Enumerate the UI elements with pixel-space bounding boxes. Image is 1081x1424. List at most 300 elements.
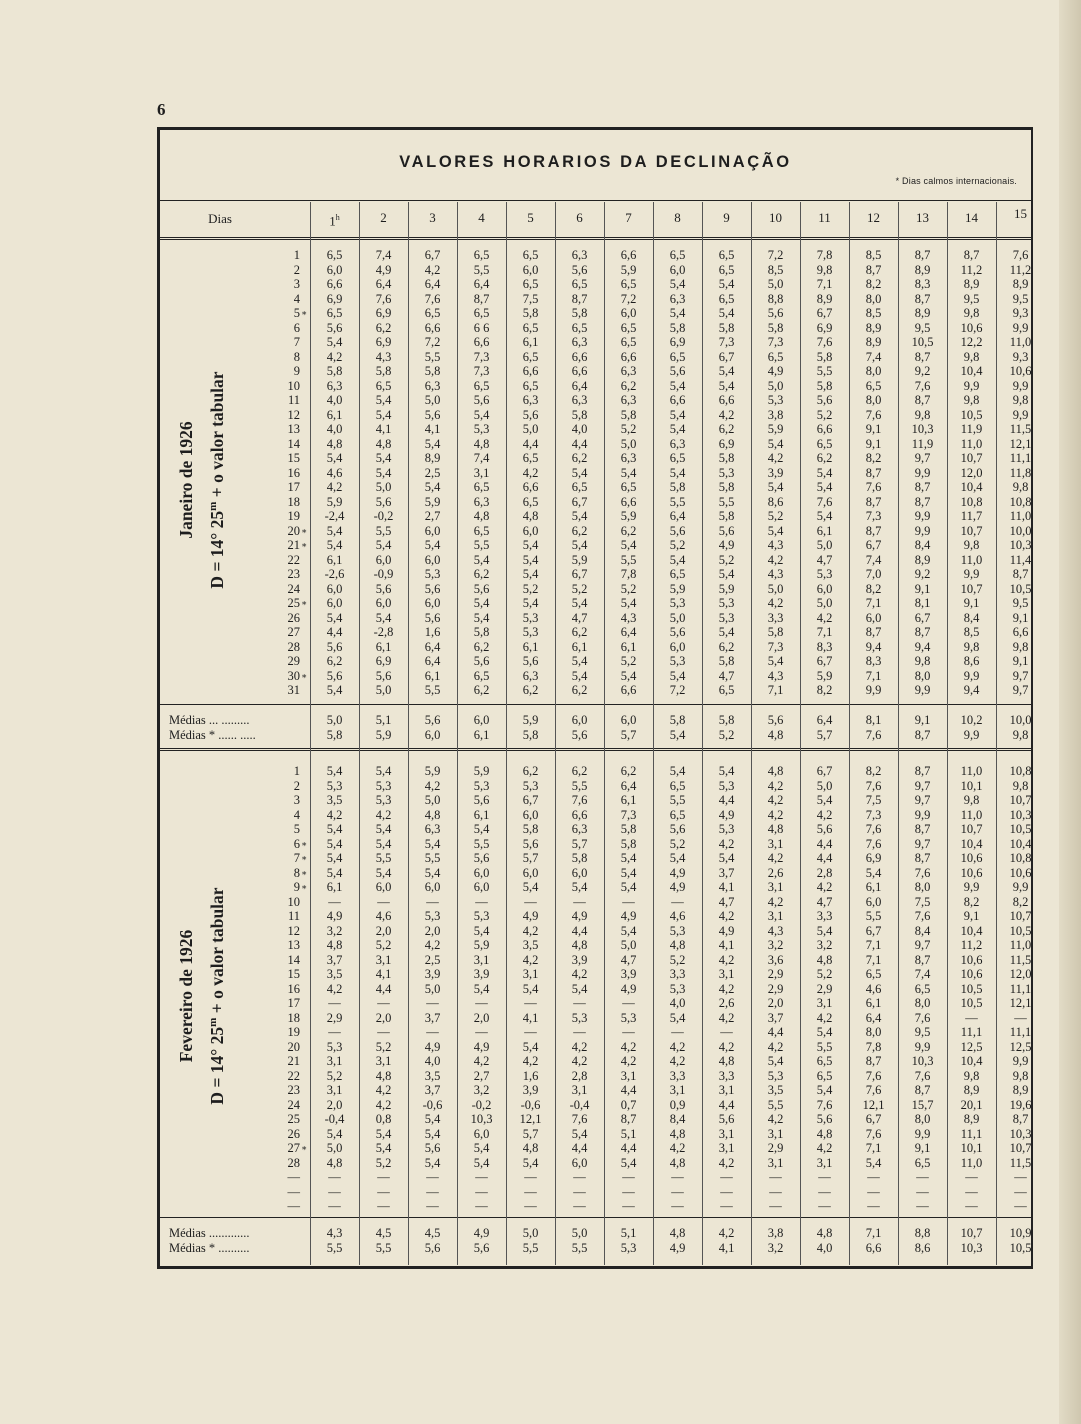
table-cell: 8,4: [963, 610, 980, 625]
table-cell: 7,3: [865, 807, 882, 822]
table-cell: —: [867, 1184, 880, 1199]
table-row: [160, 451, 1031, 466]
means-cell: 5,6: [424, 1241, 441, 1255]
table-cell: 9,9: [1012, 320, 1029, 335]
table-cell: 4,8: [669, 1126, 686, 1141]
table-cell: 3,1: [767, 909, 784, 923]
table-cell: 4,2: [767, 778, 784, 793]
table-cell: 5,6: [375, 668, 392, 683]
table-cell: 2,9: [767, 1141, 784, 1155]
table-cell: 9,7: [914, 778, 931, 793]
table-cell: 9,7: [914, 451, 931, 465]
day-number: 20: [287, 1039, 300, 1054]
table-row: [160, 350, 1031, 365]
day-number: 18: [287, 494, 300, 509]
table-cell: 3,3: [816, 909, 833, 923]
table-cell: 5,4: [816, 480, 833, 494]
table-cell: 4,2: [767, 807, 784, 822]
table-cell: 4,1: [522, 1010, 539, 1025]
table-cell: 6,0: [522, 262, 539, 277]
calm-day-marker: ∗: [301, 1143, 308, 1153]
table-cell: 7,4: [914, 967, 931, 981]
table-cell: 7,6: [865, 407, 882, 422]
table-cell: —: [573, 1199, 586, 1213]
hour-header: 7: [625, 210, 632, 225]
means-cell: 5,0: [522, 1226, 539, 1240]
table-cell: 5,3: [522, 625, 539, 639]
table-row: [160, 909, 1031, 924]
table-cell: 6,5: [669, 778, 686, 793]
table-cell: 5,6: [326, 320, 343, 335]
table-cell: 8,9: [963, 277, 980, 291]
table-cell: 5,4: [767, 654, 784, 668]
table-cell: 5,6: [424, 581, 441, 596]
table-cell: 6,5: [571, 277, 588, 291]
table-cell: 8,9: [816, 291, 833, 306]
table-row: [160, 1054, 1031, 1069]
table-cell: 5,4: [375, 538, 392, 552]
table-cell: 6,5: [375, 378, 392, 393]
means-cell: 5,5: [326, 1241, 343, 1255]
table-cell: 6,0: [522, 865, 539, 880]
day-number: 2: [293, 778, 300, 793]
table-cell: 3,2: [473, 1083, 490, 1097]
table-cell: 5,4: [571, 538, 588, 552]
table-cell: 9,8: [1012, 639, 1029, 654]
table-cell: 7,6: [865, 1083, 882, 1097]
table-cell: 4,4: [816, 851, 833, 865]
table-cell: -0,2: [471, 1097, 492, 1112]
table-cell: 5,4: [326, 523, 343, 538]
table-row: [160, 611, 1031, 626]
hour-header: 2: [380, 210, 387, 225]
table-cell: 5,5: [473, 836, 490, 851]
table-cell: 6,2: [620, 764, 637, 778]
table-row: [160, 1112, 1031, 1127]
table-cell: 5,4: [424, 865, 441, 880]
hour-header: 5: [527, 210, 534, 225]
table-cell: 5,9: [620, 262, 637, 277]
table-cell: 7,8: [865, 1039, 882, 1054]
table-cell: 9,8: [963, 306, 980, 320]
table-cell: 5,3: [473, 909, 490, 923]
table-cell: 2,9: [816, 981, 833, 996]
table-cell: 6,2: [718, 639, 735, 654]
table-cell: 6,5: [669, 807, 686, 822]
table-cell: 8,9: [963, 1083, 980, 1097]
table-cell: —: [524, 1199, 537, 1213]
table-cell: 4,0: [669, 996, 686, 1010]
table-cell: 5,8: [718, 320, 735, 335]
table-title: VALORES HORARIOS DA DECLINAÇÃO: [399, 153, 792, 171]
table-cell: 3,1: [816, 996, 833, 1010]
table-cell: 5,5: [375, 523, 392, 538]
day-number: 15: [287, 967, 300, 981]
day-number: 23: [287, 567, 300, 581]
table-cell: 5,4: [424, 480, 441, 494]
means-cell: 5,3: [620, 1241, 637, 1255]
table-cell: 9,8: [1012, 1068, 1029, 1083]
table-cell: 12,2: [960, 335, 983, 349]
table-cell: 4,9: [669, 865, 686, 880]
table-cell: —: [818, 1184, 831, 1199]
table-cell: 5,4: [522, 880, 539, 894]
table-cell: 4,1: [424, 422, 441, 436]
table-cell: 6,5: [571, 480, 588, 494]
table-row: [160, 567, 1031, 582]
table-cell: 6,5: [718, 683, 735, 697]
table-cell: 5,8: [718, 451, 735, 465]
table-cell: 5,0: [816, 778, 833, 793]
table-cell: 4,2: [326, 981, 343, 996]
rule-below-header: [160, 237, 1031, 240]
table-cell: —: [524, 1170, 537, 1184]
table-cell: 6,7: [718, 349, 735, 364]
table-cell: 4,8: [718, 1054, 735, 1068]
table-cell: 10,5: [960, 407, 983, 422]
table-cell: 5,6: [718, 1112, 735, 1126]
table-cell: 10,4: [960, 836, 983, 851]
means-row: [160, 713, 1031, 728]
table-cell: 6,1: [620, 639, 637, 654]
means-cell: 8,6: [914, 1241, 931, 1255]
table-cell: 6,5: [669, 567, 686, 581]
table-cell: —: [426, 1199, 439, 1213]
table-cell: 5,0: [375, 683, 392, 697]
table-row: [160, 1011, 1031, 1026]
table-cell: 4,8: [522, 509, 539, 523]
table-cell: 5,3: [767, 393, 784, 407]
table-cell: 5,5: [473, 262, 490, 277]
table-row: [160, 625, 1031, 640]
table-cell: 9,9: [914, 1126, 931, 1141]
table-cell: 9,9: [963, 880, 980, 894]
table-cell: 4,2: [718, 981, 735, 996]
table-cell: —: [475, 1184, 488, 1199]
table-cell: 6,6: [571, 364, 588, 378]
table-row: [160, 1098, 1031, 1113]
table-cell: 6,6: [571, 349, 588, 364]
table-cell: 10,3: [911, 422, 934, 436]
day-number: 24: [287, 581, 300, 596]
day-number: 25: [287, 1112, 300, 1126]
table-cell: 10,0: [1009, 523, 1032, 538]
table-cell: 7,6: [865, 1068, 882, 1083]
table-cell: 4,4: [571, 436, 588, 451]
table-cell: 4,2: [718, 836, 735, 851]
table-cell: 8,7: [571, 291, 588, 306]
table-cell: 6,3: [669, 291, 686, 306]
calm-day-marker: ∗: [301, 867, 308, 878]
table-cell: 3,7: [424, 1010, 441, 1025]
table-cell: 9,9: [865, 683, 882, 697]
table-cell: —: [328, 1184, 341, 1199]
means-label: Médias .............: [169, 1226, 250, 1240]
table-cell: —: [573, 1170, 586, 1184]
table-cell: 4,2: [669, 1054, 686, 1068]
table-cell: 5,4: [522, 1039, 539, 1054]
table-cell: 8,9: [914, 552, 931, 567]
table-cell: —: [671, 1170, 684, 1184]
table-cell: —: [965, 1010, 978, 1025]
table-cell: 3,1: [718, 1083, 735, 1097]
day-number: 12: [287, 407, 300, 422]
table-row: [160, 596, 1031, 611]
table-cell: 3,5: [326, 967, 343, 981]
table-cell: 6,2: [522, 764, 539, 778]
table-cell: 8,7: [914, 349, 931, 364]
table-cell: 4,2: [473, 1054, 490, 1068]
table-cell: 10,5: [911, 335, 934, 349]
table-cell: 7,6: [914, 909, 931, 923]
table-cell: 5,3: [424, 567, 441, 581]
means-cell: 8,1: [865, 713, 882, 727]
table-cell: 4,0: [326, 422, 343, 436]
table-cell: 5,8: [718, 654, 735, 668]
means-cell: 10,3: [960, 1241, 983, 1255]
table-cell: 6,6: [473, 335, 490, 349]
table-cell: 1,6: [424, 625, 441, 639]
day-number: 22: [287, 1068, 300, 1083]
table-cell: 5,5: [473, 538, 490, 552]
table-cell: 6,3: [473, 494, 490, 509]
hour-header: 3: [429, 210, 436, 225]
table-cell: 7,3: [767, 335, 784, 349]
table-cell: 5,4: [375, 865, 392, 880]
table-row: [160, 277, 1031, 292]
table-cell: 9,8: [914, 654, 931, 668]
table-row: [160, 524, 1031, 539]
table-cell: 6,4: [669, 509, 686, 523]
table-cell: 3,7: [326, 952, 343, 967]
table-cell: 5,3: [326, 778, 343, 793]
table-cell: 5,8: [669, 480, 686, 494]
table-cell: 5,5: [767, 1097, 784, 1112]
table-cell: 6,0: [620, 306, 637, 320]
day-number: 29: [287, 654, 300, 668]
table-cell: 5,6: [816, 822, 833, 836]
table-cell: 3,3: [767, 610, 784, 625]
table-cell: 7,1: [865, 938, 882, 952]
day-number: 13: [287, 422, 300, 436]
table-cell: 5,8: [767, 320, 784, 335]
table-cell: 5,4: [767, 480, 784, 494]
table-cell: 8,6: [963, 654, 980, 668]
means-row: [160, 1226, 1031, 1241]
table-cell: 6,7: [424, 248, 441, 262]
table-cell: 3,9: [767, 465, 784, 480]
table-cell: 5,8: [669, 320, 686, 335]
table-cell: 9,1: [865, 422, 882, 436]
table-cell: 4,2: [669, 1039, 686, 1054]
table-cell: —: [573, 1025, 586, 1039]
table-cell: 5,4: [620, 668, 637, 683]
table-cell: 12,0: [1009, 967, 1032, 981]
table-cell: 5,4: [620, 865, 637, 880]
table-cell: 11,5: [1009, 1155, 1032, 1170]
table-cell: 4,6: [865, 981, 882, 996]
table-cell: 10,7: [1009, 909, 1032, 923]
table-cell: 8,9: [1012, 277, 1029, 291]
table-cell: 5,4: [522, 567, 539, 581]
table-cell: 5,4: [718, 364, 735, 378]
table-cell: 6,6: [669, 393, 686, 407]
table-cell: 9,9: [914, 509, 931, 523]
table-cell: —: [377, 1025, 390, 1039]
table-cell: 5,6: [571, 262, 588, 277]
table-cell: 5,4: [522, 596, 539, 610]
table-cell: 6,3: [571, 335, 588, 349]
table-cell: 8,9: [424, 451, 441, 465]
table-row: [160, 982, 1031, 997]
table-cell: 5,4: [326, 538, 343, 552]
means-cell: 3,2: [767, 1241, 784, 1255]
table-cell: 8,3: [865, 654, 882, 668]
table-cell: 5,2: [571, 581, 588, 596]
table-cell: 5,4: [375, 822, 392, 836]
table-cell: 11,0: [960, 1155, 983, 1170]
table-cell: 7,1: [767, 683, 784, 697]
table-cell: 3,1: [767, 1126, 784, 1141]
table-cell: —: [720, 1184, 733, 1199]
table-cell: 9,5: [1012, 291, 1029, 306]
table-cell: 5,4: [571, 509, 588, 523]
table-cell: 6,3: [522, 393, 539, 407]
table-cell: —: [671, 1199, 684, 1213]
table-cell: 7,2: [424, 335, 441, 349]
table-cell: 7,4: [865, 552, 882, 567]
table-cell: 5,6: [326, 639, 343, 654]
means-cell: 5,5: [571, 1241, 588, 1255]
day-number: 26: [287, 610, 300, 625]
table-cell: 0,7: [620, 1097, 637, 1112]
table-cell: 4,2: [816, 1141, 833, 1155]
table-cell: 6,5: [522, 451, 539, 465]
means-cell: 5,8: [326, 728, 343, 742]
table-cell: 10,5: [1009, 923, 1032, 938]
table-cell: 5,9: [473, 938, 490, 952]
table-cell: 7,1: [865, 668, 882, 683]
table-cell: 5,4: [571, 880, 588, 894]
table-cell: 5,0: [767, 378, 784, 393]
table-cell: 7,6: [816, 494, 833, 509]
table-cell: 6,4: [375, 277, 392, 291]
table-cell: 8,9: [914, 306, 931, 320]
table-cell: 6,2: [718, 422, 735, 436]
table-row: [160, 953, 1031, 968]
table-cell: 5,5: [865, 909, 882, 923]
table-cell: 5,6: [473, 393, 490, 407]
table-cell: 6,5: [473, 306, 490, 320]
table-cell: 5,4: [718, 378, 735, 393]
table-cell: 3,5: [326, 793, 343, 807]
table-cell: 9,8: [963, 793, 980, 807]
table-cell: 5,6: [473, 654, 490, 668]
table-cell: 6,5: [522, 349, 539, 364]
table-cell: 8,7: [865, 494, 882, 509]
day-number: 22: [287, 552, 300, 567]
table-cell: 3,2: [816, 938, 833, 952]
table-cell: 2,0: [326, 1097, 343, 1112]
table-cell: 5,0: [424, 393, 441, 407]
table-cell: 9,7: [1012, 683, 1029, 697]
day-number: —: [287, 1184, 300, 1199]
day-number: 8: [293, 349, 300, 364]
table-cell: 7,1: [816, 277, 833, 291]
means-cell: 4,8: [816, 1226, 833, 1240]
table-cell: 6,6: [816, 422, 833, 436]
hour-header: 14: [965, 210, 978, 225]
calm-day-marker: ∗: [301, 670, 308, 681]
table-row: [160, 292, 1031, 307]
table-cell: —: [328, 894, 341, 909]
table-cell: 6,1: [865, 880, 882, 894]
table-cell: 6,0: [424, 880, 441, 894]
table-cell: 7,2: [767, 248, 784, 262]
table-cell: 5,4: [620, 923, 637, 938]
table-cell: 5,4: [669, 306, 686, 320]
table-cell: 5,8: [326, 364, 343, 378]
table-cell: 5,9: [767, 422, 784, 436]
table-cell: 4,2: [669, 1141, 686, 1155]
table-cell: 4,8: [767, 822, 784, 836]
table-cell: 5,8: [571, 407, 588, 422]
table-cell: 5,4: [816, 923, 833, 938]
table-cell: 4,2: [375, 807, 392, 822]
table-cell: 4,2: [767, 793, 784, 807]
table-cell: —: [377, 996, 390, 1010]
table-cell: 6,5: [473, 668, 490, 683]
table-cell: 6,6: [522, 364, 539, 378]
table-cell: 8,4: [914, 538, 931, 552]
table-cell: 4,2: [767, 451, 784, 465]
table-cell: 6,0: [522, 807, 539, 822]
table-cell: 5,2: [620, 422, 637, 436]
table-cell: 8,7: [1012, 567, 1029, 581]
table-cell: 4,9: [375, 262, 392, 277]
day-number: 26: [287, 1126, 300, 1141]
table-cell: 5,4: [669, 378, 686, 393]
table-cell: 4,8: [326, 938, 343, 952]
table-cell: 6,5: [767, 349, 784, 364]
table-cell: 5,7: [522, 851, 539, 865]
table-cell: 5,3: [718, 465, 735, 480]
table-cell: 3,2: [767, 938, 784, 952]
means-row: [160, 728, 1031, 743]
table-cell: 4,2: [620, 1039, 637, 1054]
table-row: [160, 321, 1031, 336]
table-cell: 6,5: [669, 349, 686, 364]
table-cell: 8,9: [963, 1112, 980, 1126]
table-cell: 5,2: [375, 938, 392, 952]
table-cell: —: [328, 1025, 341, 1039]
hour-header: 12: [867, 210, 880, 225]
table-cell: —: [426, 1025, 439, 1039]
table-cell: 5,4: [669, 764, 686, 778]
table-cell: 7,0: [865, 567, 882, 581]
table-cell: 9,9: [963, 378, 980, 393]
table-cell: 8,7: [865, 262, 882, 277]
means-cell: 4,0: [816, 1241, 833, 1255]
table-cell: 5,0: [767, 581, 784, 596]
table-cell: 4,2: [375, 1097, 392, 1112]
table-cell: 7,6: [865, 1126, 882, 1141]
table-cell: 5,4: [326, 836, 343, 851]
table-cell: 5,8: [718, 480, 735, 494]
table-cell: 10,4: [960, 480, 983, 494]
table-cell: 8,7: [914, 393, 931, 407]
table-cell: —: [867, 1199, 880, 1213]
